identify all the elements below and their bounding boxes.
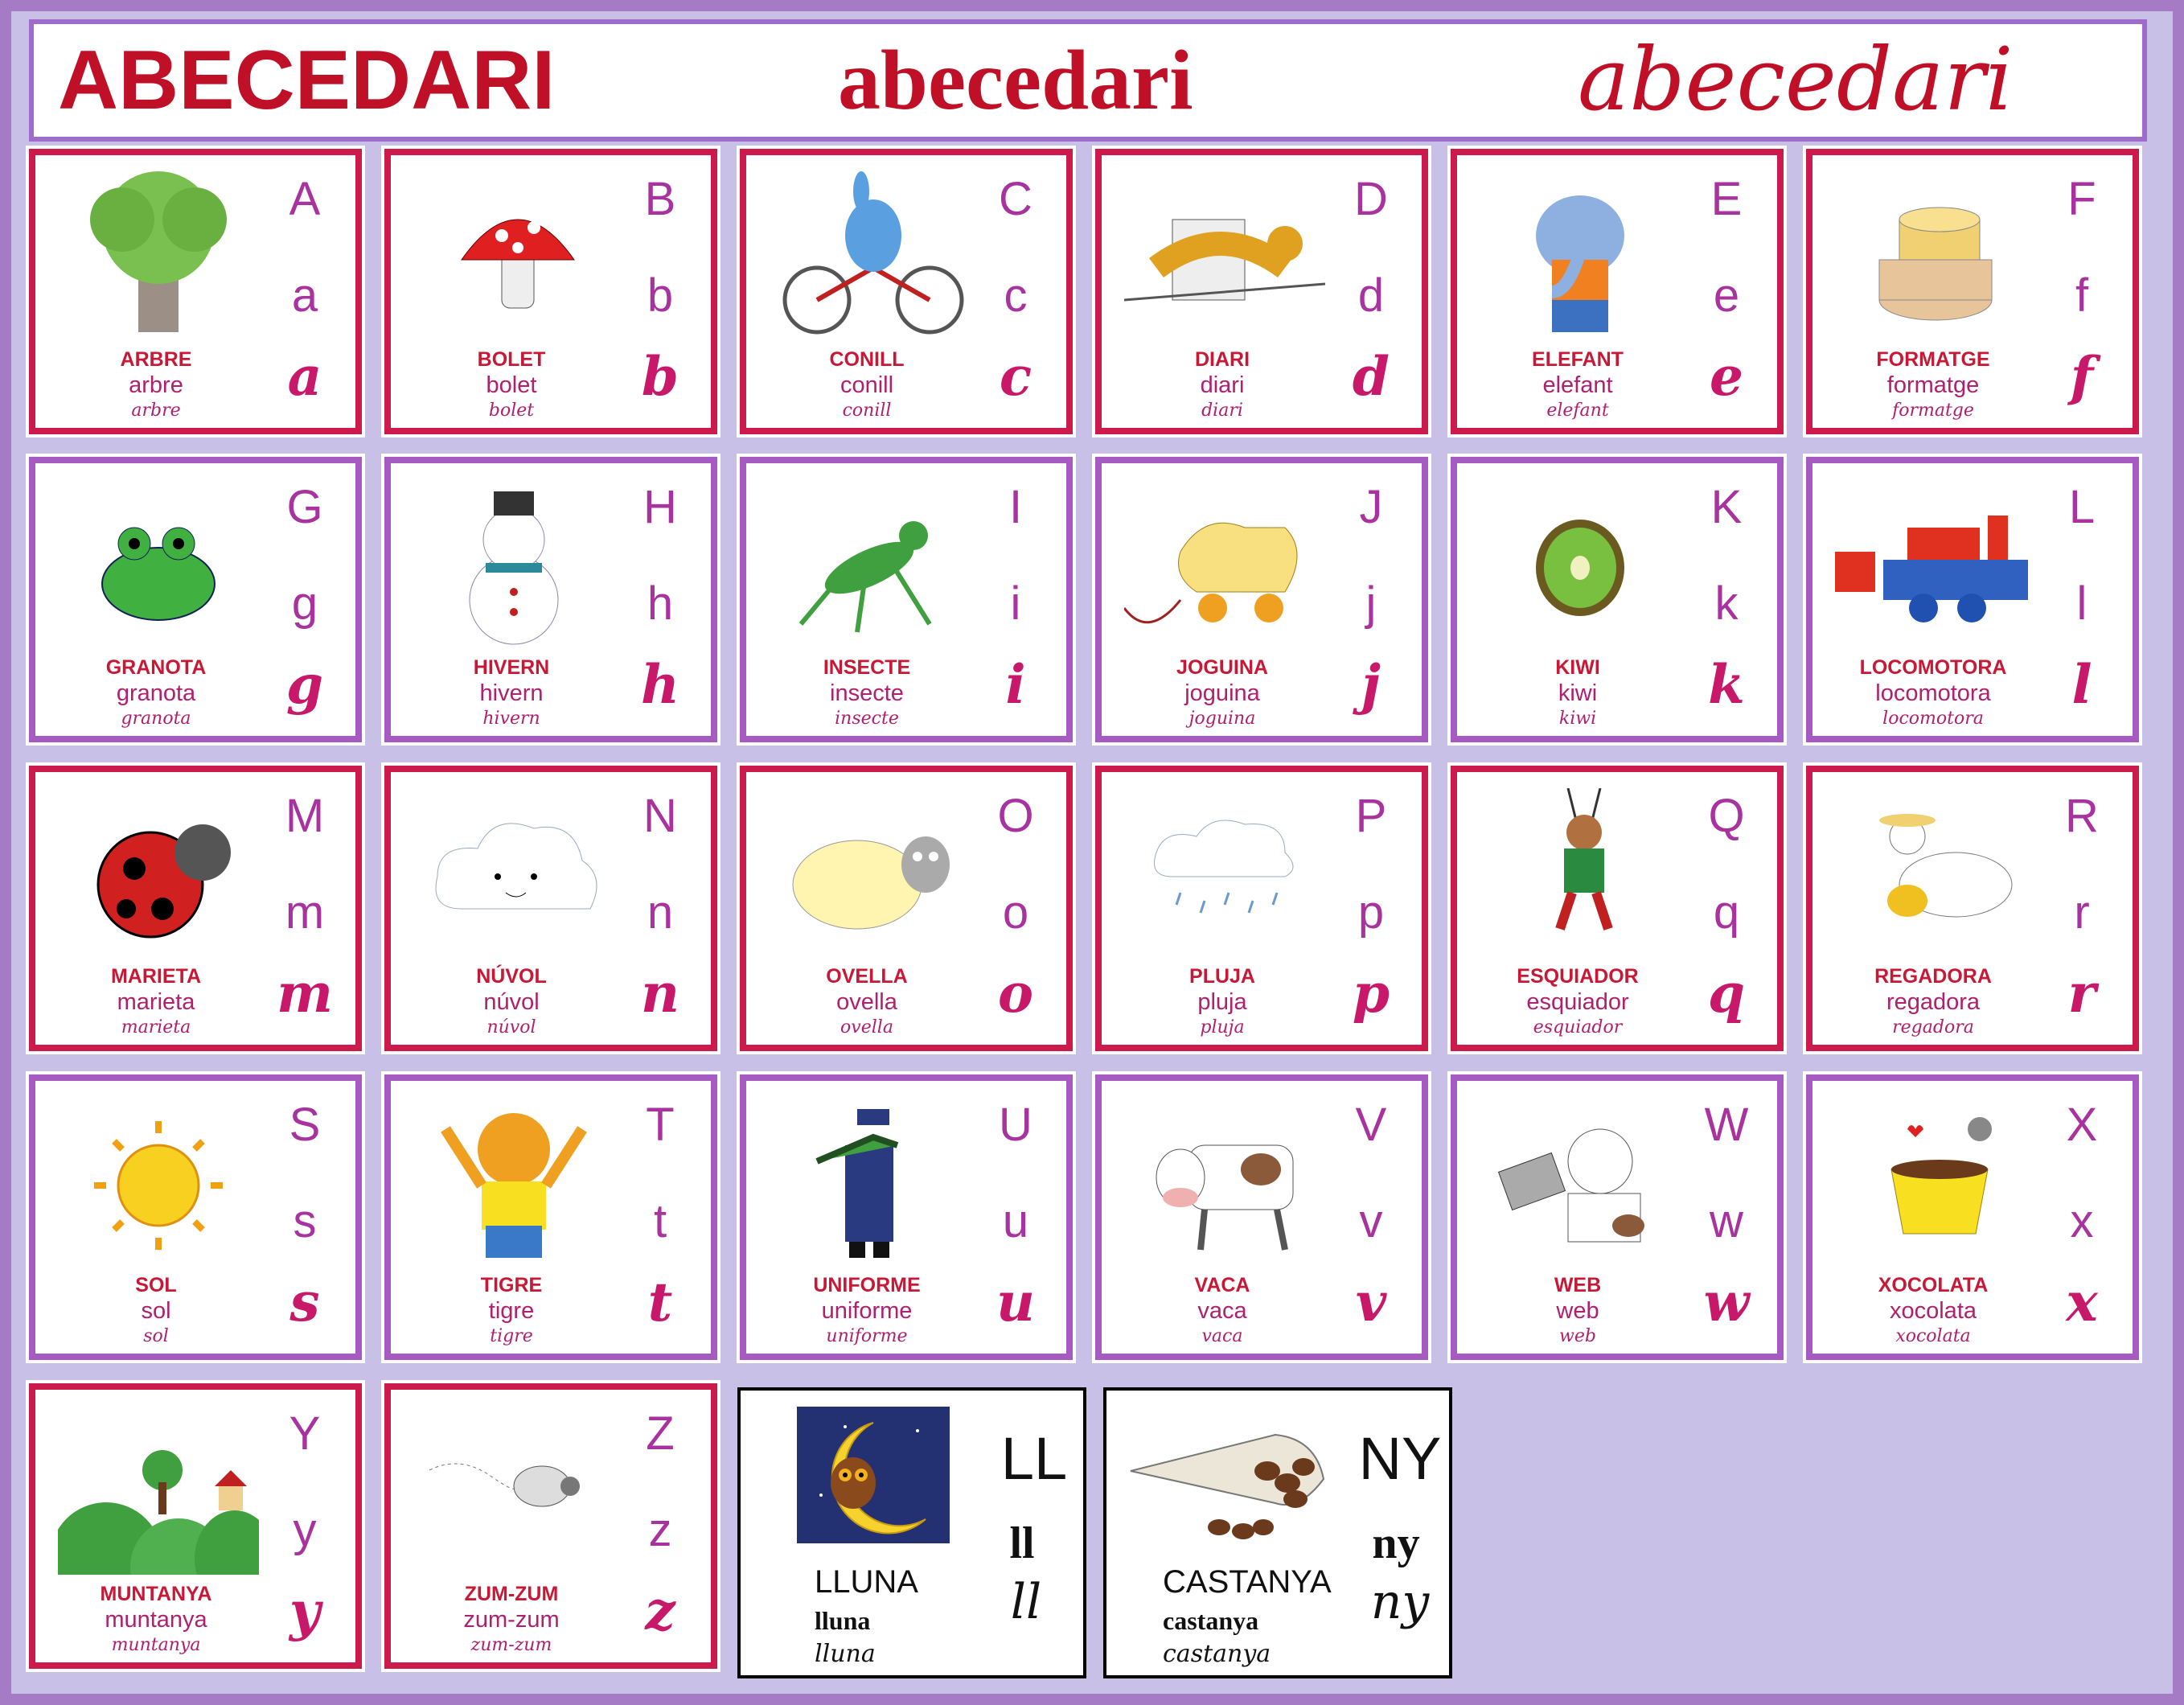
script-letter: a bbox=[287, 345, 322, 408]
script-letter: r bbox=[2067, 962, 2096, 1025]
lowercase-letter: d bbox=[1357, 269, 1385, 322]
lowercase-letter: s bbox=[293, 1195, 317, 1247]
letter-card-t bbox=[384, 1074, 717, 1360]
lowercase-letter: g bbox=[291, 577, 318, 630]
lowercase-letter: b bbox=[647, 269, 674, 322]
lowercase-letter: x bbox=[2070, 1195, 2094, 1247]
capital-letter: N bbox=[643, 790, 677, 842]
rain-cloud-icon bbox=[1124, 788, 1325, 957]
capital-letter: W bbox=[1704, 1099, 1749, 1151]
letter-card-s bbox=[29, 1074, 362, 1360]
lowercase-letter: r bbox=[2074, 886, 2090, 939]
fly-icon bbox=[413, 1406, 614, 1575]
capital-letter: Q bbox=[1708, 790, 1745, 842]
letter-card-y bbox=[29, 1383, 362, 1669]
letter-card-j bbox=[1095, 457, 1428, 742]
sun-icon bbox=[58, 1097, 259, 1266]
word-script: arbre bbox=[131, 401, 181, 421]
lowercase-letter: n bbox=[647, 886, 674, 939]
script-letter: w bbox=[1703, 1271, 1750, 1333]
word-lowercase: granota bbox=[116, 680, 196, 706]
lowercase-letter: v bbox=[1359, 1195, 1383, 1247]
word-lowercase: bolet bbox=[486, 372, 537, 398]
word-script: marieta bbox=[121, 1017, 191, 1037]
script-letter: m bbox=[277, 962, 333, 1025]
cow-laptop-icon bbox=[1480, 1097, 1681, 1266]
capital-letter: D bbox=[1354, 173, 1388, 225]
word-script: locomotora bbox=[1882, 709, 1984, 729]
lowercase-letter: k bbox=[1714, 577, 1739, 630]
lowercase-letter: i bbox=[1010, 577, 1021, 630]
script-letter: l bbox=[2071, 653, 2092, 716]
moon-owl-icon bbox=[797, 1407, 950, 1543]
letter-card-m bbox=[29, 766, 362, 1051]
digraph-capital: NY bbox=[1358, 1425, 1442, 1492]
word-uppercase: SOL bbox=[135, 1274, 177, 1296]
digraph-script: ny bbox=[1370, 1574, 1430, 1630]
title-uppercase: ABECEDARI bbox=[58, 34, 556, 127]
letter-card-f bbox=[1806, 149, 2139, 434]
script-letter: v bbox=[1355, 1271, 1387, 1333]
capital-letter: L bbox=[2068, 481, 2096, 533]
mushroom-icon bbox=[413, 171, 614, 340]
capital-letter: B bbox=[644, 173, 676, 225]
letter-card-x bbox=[1806, 1074, 2139, 1360]
word-uppercase: ESQUIADOR bbox=[1517, 965, 1639, 988]
word-uppercase: ARBRE bbox=[120, 348, 192, 371]
word-uppercase: CASTANYA bbox=[1163, 1564, 1332, 1600]
lowercase-letter: o bbox=[1002, 886, 1029, 939]
capital-letter: K bbox=[1710, 481, 1743, 533]
word-lowercase: uniforme bbox=[821, 1298, 913, 1324]
capital-letter: E bbox=[1710, 173, 1743, 225]
lowercase-letter: a bbox=[291, 269, 318, 322]
word-script: formatge bbox=[1892, 401, 1974, 421]
cloud-icon bbox=[413, 788, 614, 957]
script-letter: s bbox=[289, 1271, 320, 1333]
word-uppercase: MARIETA bbox=[110, 965, 202, 988]
word-script: pluja bbox=[1200, 1017, 1245, 1037]
capital-letter: P bbox=[1355, 790, 1387, 842]
digraph-card-ll bbox=[737, 1387, 1086, 1678]
word-uppercase: LOCOMOTORA bbox=[1859, 656, 2007, 679]
word-uppercase: KIWI bbox=[1555, 656, 1600, 679]
word-script: granota bbox=[121, 709, 191, 729]
letter-card-c bbox=[740, 149, 1073, 434]
word-uppercase: XOCOLATA bbox=[1878, 1274, 1989, 1296]
digraph-capital: LL bbox=[1000, 1425, 1068, 1492]
word-script: sol bbox=[143, 1326, 169, 1346]
lowercase-letter: e bbox=[1713, 269, 1740, 322]
title-script: abecedari bbox=[1578, 30, 2014, 130]
capital-letter: O bbox=[997, 790, 1034, 842]
letter-card-l bbox=[1806, 457, 2139, 742]
letter-card-r bbox=[1806, 766, 2139, 1051]
capital-letter: H bbox=[643, 481, 677, 533]
word-lowercase: formatge bbox=[1886, 372, 1980, 398]
lowercase-letter: q bbox=[1713, 886, 1740, 939]
snowman-icon bbox=[413, 479, 614, 648]
word-uppercase: OVELLA bbox=[826, 965, 908, 988]
digraph-lowercase: ny bbox=[1372, 1518, 1420, 1568]
lowercase-letter: t bbox=[653, 1195, 667, 1247]
capital-letter: V bbox=[1355, 1099, 1387, 1151]
word-uppercase: ZUM-ZUM bbox=[464, 1583, 559, 1605]
word-lowercase: hivern bbox=[479, 680, 544, 706]
capital-letter: U bbox=[999, 1099, 1032, 1151]
word-uppercase: NÚVOL bbox=[476, 965, 547, 988]
chestnut-bag-icon bbox=[1123, 1407, 1348, 1543]
script-letter: k bbox=[1708, 653, 1745, 716]
cheese-icon bbox=[1835, 171, 2036, 340]
word-uppercase: ELEFANT bbox=[1532, 348, 1624, 371]
lowercase-letter: l bbox=[2076, 577, 2088, 630]
lowercase-letter: p bbox=[1357, 886, 1385, 939]
word-script: núvol bbox=[486, 1017, 536, 1037]
caterpillar-newspaper-icon bbox=[1124, 171, 1325, 340]
word-uppercase: GRANOTA bbox=[105, 656, 207, 679]
frog-icon bbox=[58, 479, 259, 648]
capital-letter: C bbox=[999, 173, 1032, 225]
capital-letter: J bbox=[1359, 481, 1383, 533]
sheep-icon bbox=[769, 788, 970, 957]
capital-letter: G bbox=[286, 481, 323, 533]
script-letter: n bbox=[641, 962, 679, 1025]
skier-icon bbox=[1480, 788, 1681, 957]
word-script: insecte bbox=[835, 709, 899, 729]
word-lowercase: sol bbox=[141, 1298, 171, 1324]
script-letter: b bbox=[641, 345, 679, 408]
lowercase-letter: c bbox=[1004, 269, 1028, 322]
letter-card-p bbox=[1095, 766, 1428, 1051]
word-script: ovella bbox=[840, 1017, 893, 1037]
word-lowercase: zum-zum bbox=[463, 1607, 560, 1633]
word-lowercase: lluna bbox=[815, 1606, 871, 1635]
lowercase-letter: h bbox=[647, 577, 674, 630]
chocolate-cup-icon bbox=[1835, 1097, 2036, 1266]
title-banner bbox=[29, 19, 2147, 142]
script-letter: z bbox=[645, 1580, 675, 1642]
goose-watering-can-icon bbox=[1835, 788, 2036, 957]
word-lowercase: muntanya bbox=[105, 1607, 207, 1633]
digraph-script: ll bbox=[1010, 1574, 1042, 1630]
word-lowercase: tigre bbox=[488, 1298, 535, 1324]
word-lowercase: castanya bbox=[1163, 1606, 1259, 1635]
lowercase-letter: f bbox=[2075, 269, 2089, 322]
letter-card-d bbox=[1095, 149, 1428, 434]
word-lowercase: vaca bbox=[1197, 1298, 1247, 1324]
word-uppercase: VACA bbox=[1194, 1274, 1250, 1296]
script-letter: j bbox=[1361, 653, 1381, 716]
cow-icon bbox=[1124, 1097, 1325, 1266]
elephant-icon bbox=[1480, 171, 1681, 340]
lowercase-letter: j bbox=[1365, 577, 1377, 630]
word-script: hivern bbox=[482, 709, 540, 729]
script-letter: p bbox=[1352, 962, 1390, 1025]
kiwi-icon bbox=[1480, 479, 1681, 648]
letter-card-h bbox=[384, 457, 717, 742]
word-lowercase: diari bbox=[1200, 372, 1245, 398]
lowercase-letter: z bbox=[648, 1504, 672, 1556]
script-letter: e bbox=[1710, 345, 1743, 408]
word-lowercase: arbre bbox=[129, 372, 183, 398]
word-script: elefant bbox=[1546, 401, 1609, 421]
word-script: lluna bbox=[815, 1640, 876, 1668]
locomotive-icon bbox=[1835, 479, 2036, 648]
crocodile-uniform-icon bbox=[769, 1097, 970, 1266]
word-script: diari bbox=[1201, 401, 1243, 421]
word-uppercase: WEB bbox=[1554, 1274, 1602, 1296]
word-script: web bbox=[1559, 1326, 1596, 1346]
letter-card-k bbox=[1451, 457, 1784, 742]
script-letter: g bbox=[285, 653, 324, 716]
letter-card-o bbox=[740, 766, 1073, 1051]
capital-letter: M bbox=[285, 790, 325, 842]
word-script: regadora bbox=[1892, 1017, 1974, 1037]
word-lowercase: elefant bbox=[1542, 372, 1613, 398]
word-script: muntanya bbox=[111, 1635, 201, 1655]
script-letter: d bbox=[1352, 345, 1390, 408]
capital-letter: Y bbox=[289, 1407, 321, 1460]
digraph-lowercase: ll bbox=[1009, 1518, 1035, 1568]
word-script: tigre bbox=[490, 1326, 533, 1346]
script-letter: q bbox=[1707, 962, 1746, 1025]
word-uppercase: REGADORA bbox=[1874, 965, 1992, 988]
word-lowercase: pluja bbox=[1197, 989, 1247, 1015]
tree-icon bbox=[58, 171, 259, 340]
word-lowercase: joguina bbox=[1184, 680, 1260, 706]
word-uppercase: UNIFORME bbox=[813, 1274, 921, 1296]
capital-letter: R bbox=[2065, 790, 2099, 842]
word-uppercase: LLUNA bbox=[815, 1564, 918, 1600]
capital-letter: X bbox=[2066, 1099, 2098, 1151]
letter-card-g bbox=[29, 457, 362, 742]
word-uppercase: PLUJA bbox=[1189, 965, 1255, 988]
letter-card-v bbox=[1095, 1074, 1428, 1360]
lowercase-letter: w bbox=[1710, 1195, 1743, 1247]
letter-card-a bbox=[29, 149, 362, 434]
script-letter: h bbox=[641, 653, 679, 716]
capital-letter: I bbox=[1008, 481, 1023, 533]
word-lowercase: regadora bbox=[1886, 989, 1981, 1015]
capital-letter: Z bbox=[646, 1407, 675, 1460]
word-uppercase: JOGUINA bbox=[1176, 656, 1268, 679]
grasshopper-icon bbox=[769, 479, 970, 648]
toy-duck-icon bbox=[1124, 479, 1325, 648]
word-uppercase: BOLET bbox=[477, 348, 546, 371]
letter-card-u bbox=[740, 1074, 1073, 1360]
lowercase-letter: y bbox=[293, 1504, 317, 1556]
script-letter: u bbox=[996, 1271, 1035, 1333]
letter-card-w bbox=[1451, 1074, 1784, 1360]
hills-icon bbox=[58, 1406, 259, 1575]
capital-letter: T bbox=[646, 1099, 675, 1151]
word-script: castanya bbox=[1163, 1640, 1271, 1668]
word-lowercase: esquiador bbox=[1526, 989, 1629, 1015]
word-script: uniforme bbox=[826, 1326, 908, 1346]
word-script: bolet bbox=[488, 401, 535, 421]
word-uppercase: FORMATGE bbox=[1876, 348, 1990, 371]
word-uppercase: CONILL bbox=[829, 348, 905, 371]
lowercase-letter: u bbox=[1002, 1195, 1029, 1247]
word-lowercase: conill bbox=[840, 372, 894, 398]
word-script: xocolata bbox=[1895, 1326, 1971, 1346]
word-script: esquiador bbox=[1533, 1017, 1623, 1037]
word-lowercase: locomotora bbox=[1875, 680, 1991, 706]
word-lowercase: ovella bbox=[836, 989, 897, 1015]
script-letter: c bbox=[999, 345, 1032, 408]
tiger-icon bbox=[413, 1097, 614, 1266]
word-uppercase: HIVERN bbox=[473, 656, 550, 679]
rabbit-bicycle-icon bbox=[769, 171, 970, 340]
ladybug-icon bbox=[58, 788, 259, 957]
letter-card-z bbox=[384, 1383, 717, 1669]
word-lowercase: núvol bbox=[483, 989, 540, 1015]
word-lowercase: marieta bbox=[117, 989, 195, 1015]
letter-card-b bbox=[384, 149, 717, 434]
word-uppercase: INSECTE bbox=[823, 656, 911, 679]
word-script: vaca bbox=[1201, 1326, 1243, 1346]
digraph-card-ny bbox=[1103, 1387, 1452, 1678]
word-script: zum-zum bbox=[470, 1635, 552, 1655]
word-lowercase: insecte bbox=[830, 680, 904, 706]
word-uppercase: DIARI bbox=[1194, 348, 1250, 371]
script-letter: t bbox=[647, 1271, 673, 1333]
word-uppercase: TIGRE bbox=[480, 1274, 543, 1296]
word-lowercase: kiwi bbox=[1558, 680, 1598, 706]
script-letter: o bbox=[997, 962, 1034, 1025]
word-script: joguina bbox=[1188, 709, 1256, 729]
word-lowercase: web bbox=[1556, 1298, 1599, 1324]
word-uppercase: MUNTANYA bbox=[100, 1583, 212, 1605]
script-letter: x bbox=[2066, 1271, 2098, 1333]
letter-card-e bbox=[1451, 149, 1784, 434]
script-letter: i bbox=[1005, 653, 1026, 716]
title-lowercase: abecedari bbox=[838, 33, 1193, 127]
script-letter: y bbox=[289, 1580, 321, 1642]
capital-letter: F bbox=[2067, 173, 2096, 225]
word-lowercase: xocolata bbox=[1889, 1298, 1977, 1324]
letter-card-q bbox=[1451, 766, 1784, 1051]
word-script: conill bbox=[842, 401, 892, 421]
lowercase-letter: m bbox=[285, 886, 325, 939]
capital-letter: S bbox=[289, 1099, 321, 1151]
letter-card-n bbox=[384, 766, 717, 1051]
script-letter: f bbox=[2070, 345, 2094, 408]
word-script: kiwi bbox=[1558, 709, 1597, 729]
capital-letter: A bbox=[289, 173, 321, 225]
letter-card-i bbox=[740, 457, 1073, 742]
